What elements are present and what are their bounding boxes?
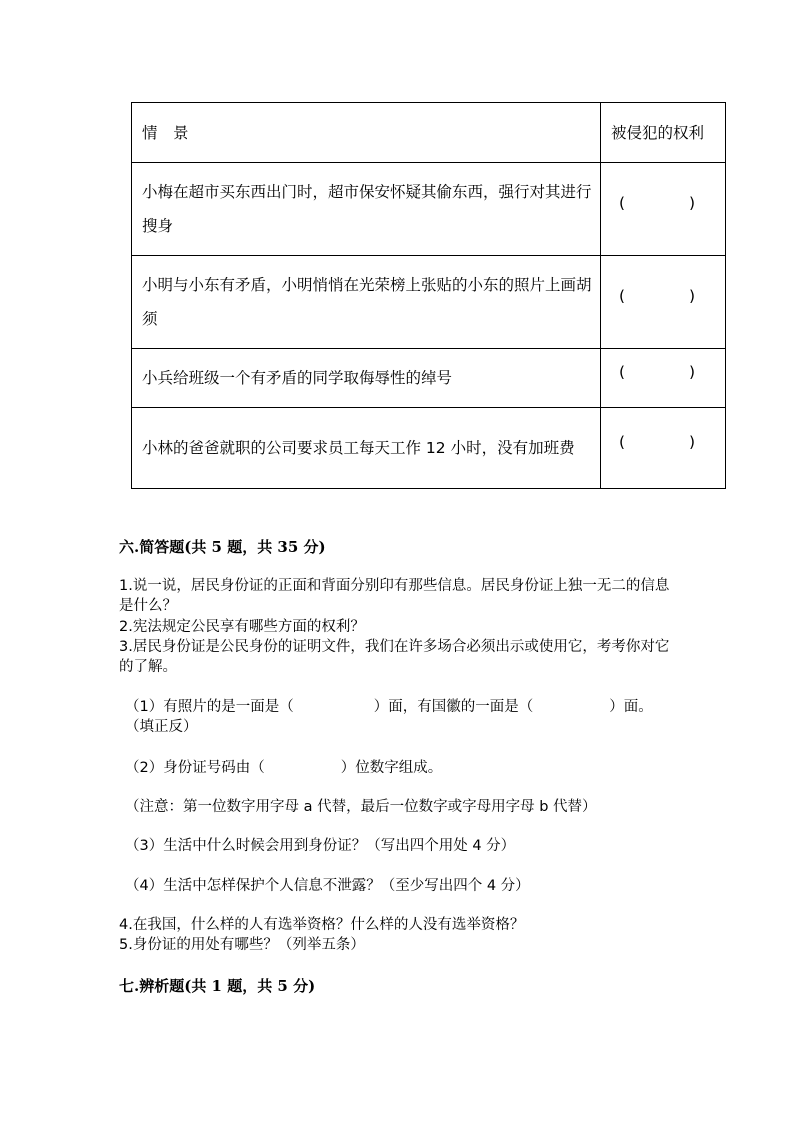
scene-cell: 小兵给班级一个有矛盾的同学取侮辱性的绰号	[132, 349, 601, 408]
answer-blank[interactable]: ( )	[601, 349, 726, 408]
rights-table	[131, 102, 726, 489]
note: （注意：第一位数字用字母 a 代替，最后一位数字或字母用字母 b 代替）	[125, 799, 597, 815]
table-row	[132, 256, 726, 349]
sub-question-1: （1）有照片的是一面是（ ）面，有国徽的一面是（ ）面。 （填正反）	[125, 699, 653, 735]
table-row	[132, 408, 726, 489]
sub-question-3: （3）生活中什么时候会用到身份证？（写出四个用处 4 分）	[125, 838, 516, 854]
question-5: 5.身份证的用处有哪些？（列举五条）	[119, 937, 365, 953]
scene-cell: 小梅在超市买东西出门时，超市保安怀疑其偷东西，强行对其进行搜身	[132, 163, 601, 256]
sub-question-2: （2）身份证号码由（ ）位数字组成。	[125, 760, 443, 776]
table-row	[132, 349, 726, 408]
sub-question-4: （4）生活中怎样保护个人信息不泄露？（至少写出四个 4 分）	[125, 878, 530, 894]
answer-blank[interactable]: ( )	[601, 256, 726, 349]
question-4: 4.在我国，什么样的人有选举资格？什么样的人没有选举资格？	[119, 917, 525, 933]
header-right: 被侵犯的权利	[601, 103, 726, 163]
scene-cell: 小林的爸爸就职的公司要求员工每天工作 12 小时，没有加班费	[132, 408, 601, 489]
answer-blank[interactable]: ( )	[601, 163, 726, 256]
question-1: 1.说一说，居民身份证的正面和背面分别印有那些信息。居民身份证上独一无二的信息是什么？	[119, 578, 670, 614]
section-7-title: 七.辨析题(共 1 题，共 5 分)	[119, 977, 316, 995]
question-3: 3.居民身份证是公民身份的证明文件，我们在许多场合必须出示或使用它，考考你对它的了解。	[119, 639, 670, 675]
table-row	[132, 163, 726, 256]
answer-blank[interactable]: ( )	[601, 408, 726, 489]
question-2: 2.宪法规定公民享有哪些方面的权利？	[119, 619, 365, 635]
table-header-row	[132, 103, 726, 163]
section-6-title: 六.简答题(共 5 题，共 35 分)	[119, 538, 326, 556]
scene-cell: 小明与小东有矛盾，小明悄悄在光荣榜上张贴的小东的照片上画胡须	[132, 256, 601, 349]
header-scene: 情 景	[132, 103, 601, 163]
